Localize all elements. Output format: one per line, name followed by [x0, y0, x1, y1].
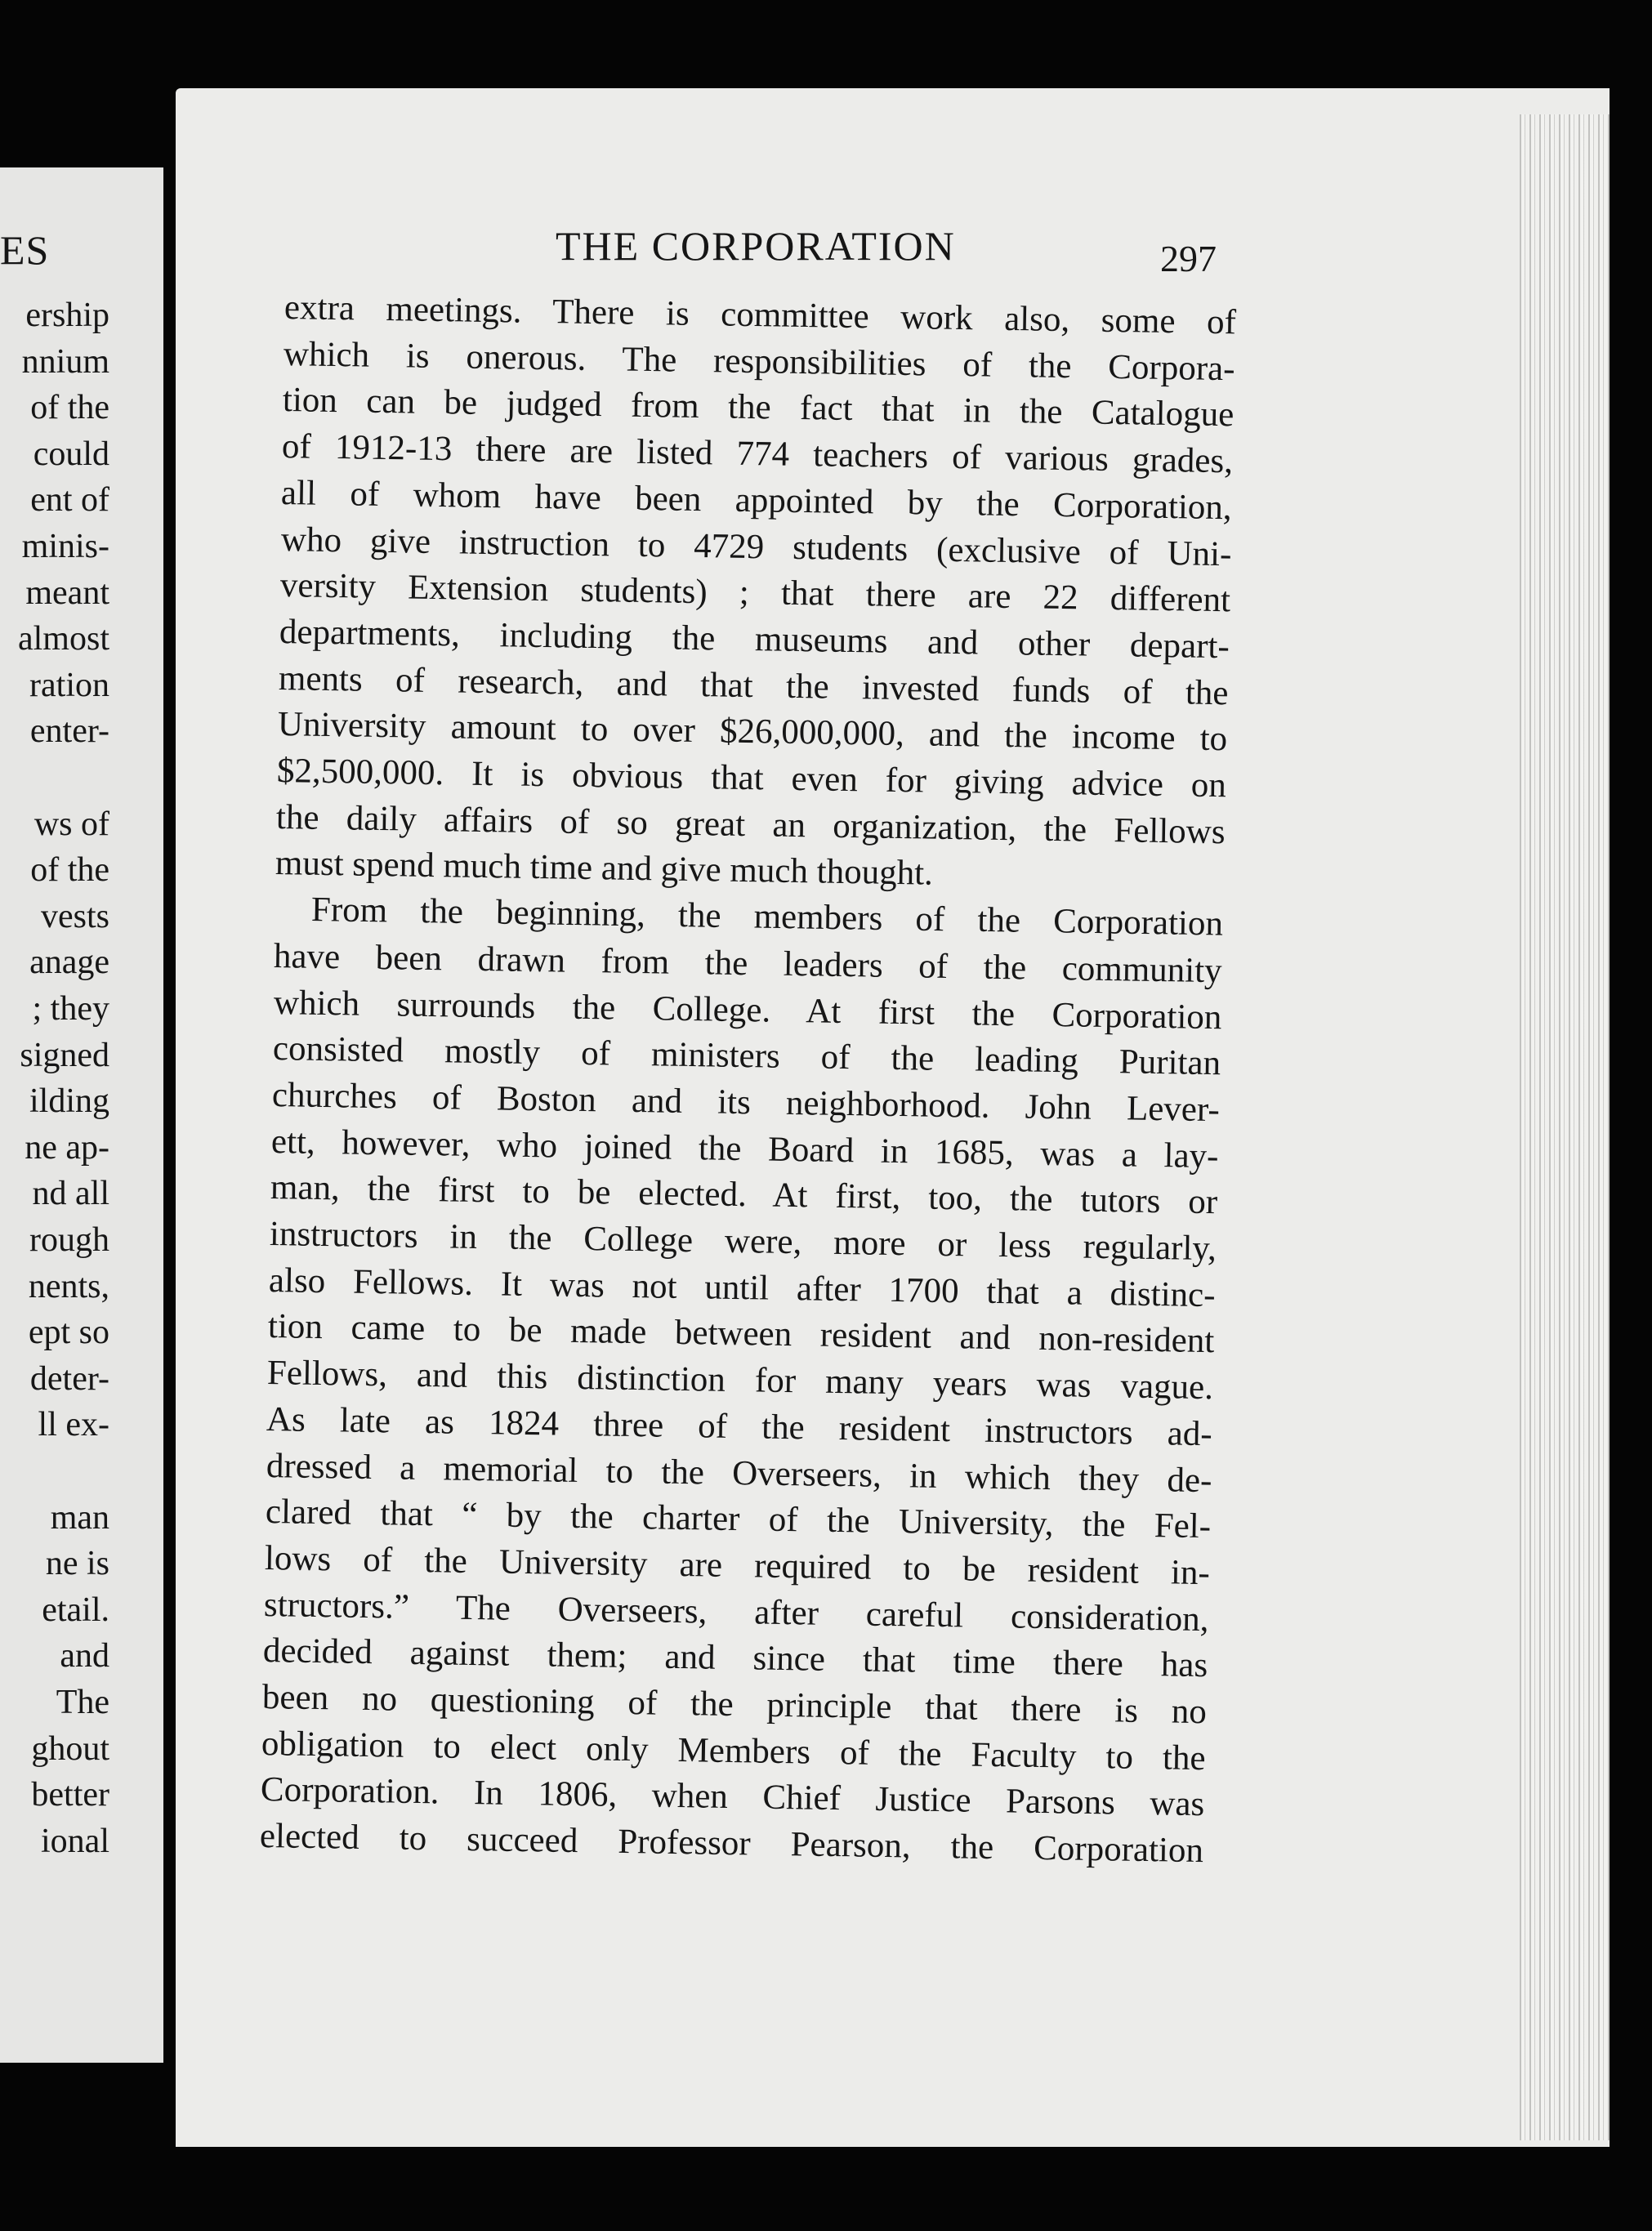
text-line: elected to succeed Professor Pearson, the Corporation [259, 1817, 1204, 1871]
text-line: also Fellows. It was not until after 1700 that a distinc- [268, 1261, 1217, 1314]
text-line: departments, including the museums and other depart- [279, 612, 1230, 667]
left-text-line: ; they [32, 990, 109, 1028]
text-line: Fellows, and this distinction for many years was vague. [266, 1354, 1214, 1408]
left-text-line: meant [25, 573, 109, 612]
left-text-line: of the [30, 851, 109, 890]
text-line: structors.” The Overseers, after careful consideration, [263, 1585, 1209, 1639]
text-line: the daily affairs of so great an organization, the Fellows [275, 797, 1226, 851]
text-line: churches of Boston and its neighborhood. John Lever- [271, 1075, 1220, 1130]
left-text-line: ership [25, 297, 109, 334]
left-text-line: ept so [28, 1314, 109, 1352]
left-text-line: enter- [29, 712, 109, 751]
text-line: which surrounds the College. At first the Corporation [273, 983, 1222, 1037]
left-text-line: ional [41, 1822, 109, 1860]
left-text-line: ration [29, 666, 109, 704]
left-text-line: etail. [42, 1591, 109, 1629]
text-line: As late as 1824 three of the resident instructors ad- [266, 1399, 1213, 1453]
text-line: been no questioning of the principle that there is no [261, 1678, 1208, 1732]
left-text-line: could [33, 435, 109, 473]
text-line: which is onerous. The responsibilities of the Corpora- [283, 334, 1236, 388]
text-line: dressed a memorial to the Overseers, in which they de- [266, 1446, 1212, 1500]
left-page [0, 167, 163, 2063]
left-text-line: nnium [21, 342, 109, 381]
left-text-line: of the [30, 389, 109, 427]
left-text-line: nents, [28, 1267, 109, 1305]
left-text-line: rough [29, 1221, 109, 1259]
text-line: must spend much time and give much thought. [275, 844, 934, 894]
left-text-line: and [60, 1637, 109, 1675]
text-line: ett, however, who joined the Board in 1685, was a lay- [270, 1122, 1219, 1176]
left-text-line: nd all [32, 1175, 109, 1213]
left-text-line: better [31, 1776, 109, 1814]
left-text-line: ilding [29, 1082, 109, 1121]
text-line: man, the first to be elected. At first, too, the tutors or [270, 1168, 1218, 1222]
left-text-line: ws of [33, 805, 109, 843]
text-line: Corporation. In 1806, when Chief Justice Parsons was [260, 1770, 1205, 1824]
left-text-line: signed [20, 1036, 109, 1074]
text-line: who give instruction to 4729 students (exclusive of Uni- [280, 520, 1232, 573]
left-text-line: ent of [30, 481, 109, 520]
text-line: obligation to elect only Members of the Faculty to the [261, 1724, 1207, 1778]
text-line: have been drawn from the leaders of the community [274, 936, 1223, 991]
text-line: $2,500,000. It is obvious that even for giving advice on [276, 752, 1227, 805]
text-line: all of whom have been appointed by the Corporation, [281, 473, 1233, 528]
left-text-line: vests [41, 897, 109, 935]
text-line: clared that “ by the charter of the University, the Fel- [265, 1493, 1212, 1546]
left-text-line: ll ex- [38, 1406, 109, 1444]
text-line: of 1912-13 there are listed 774 teachers of various grades, [281, 427, 1234, 481]
left-text-line: almost [18, 620, 109, 658]
left-text-line: ghout [31, 1729, 109, 1768]
left-text-line: anage [29, 944, 109, 982]
page-edges [1520, 114, 1610, 2140]
left-text-line: The [56, 1684, 109, 1721]
text-line: versity Extension students) ; that there are 22 different [279, 566, 1231, 620]
left-text-line: ne is [45, 1545, 109, 1583]
text-line: instructors in the College were, more or less regularly, [269, 1215, 1217, 1269]
running-head: THE CORPORATION [556, 223, 956, 269]
left-text-line: minis- [21, 528, 109, 565]
text-line: University amount to over $26,000,000, and the income to [277, 705, 1228, 759]
text-line: From the beginning, the members of the Corporation [310, 890, 1224, 944]
left-running-head: ES [0, 227, 50, 273]
left-text-line: deter- [29, 1359, 109, 1398]
text-line: decided against them; and since that time there has [262, 1631, 1208, 1685]
page-number: 297 [1160, 238, 1217, 279]
text-line: tion can be judged from the fact that in the Catalogue [282, 381, 1235, 435]
text-line: ments of research, and that the invested funds of the [278, 658, 1229, 712]
text-line: consisted mostly of ministers of the leading Puritan [272, 1029, 1221, 1083]
text-line: lows of the University are required to be resident in- [264, 1538, 1210, 1593]
text-line: extra meetings. There is committee work also, some of [284, 288, 1237, 342]
left-text-line: ne ap- [25, 1128, 109, 1167]
left-text-line: man [50, 1498, 109, 1537]
text-line: tion came to be made between resident and non-resident [267, 1307, 1215, 1361]
